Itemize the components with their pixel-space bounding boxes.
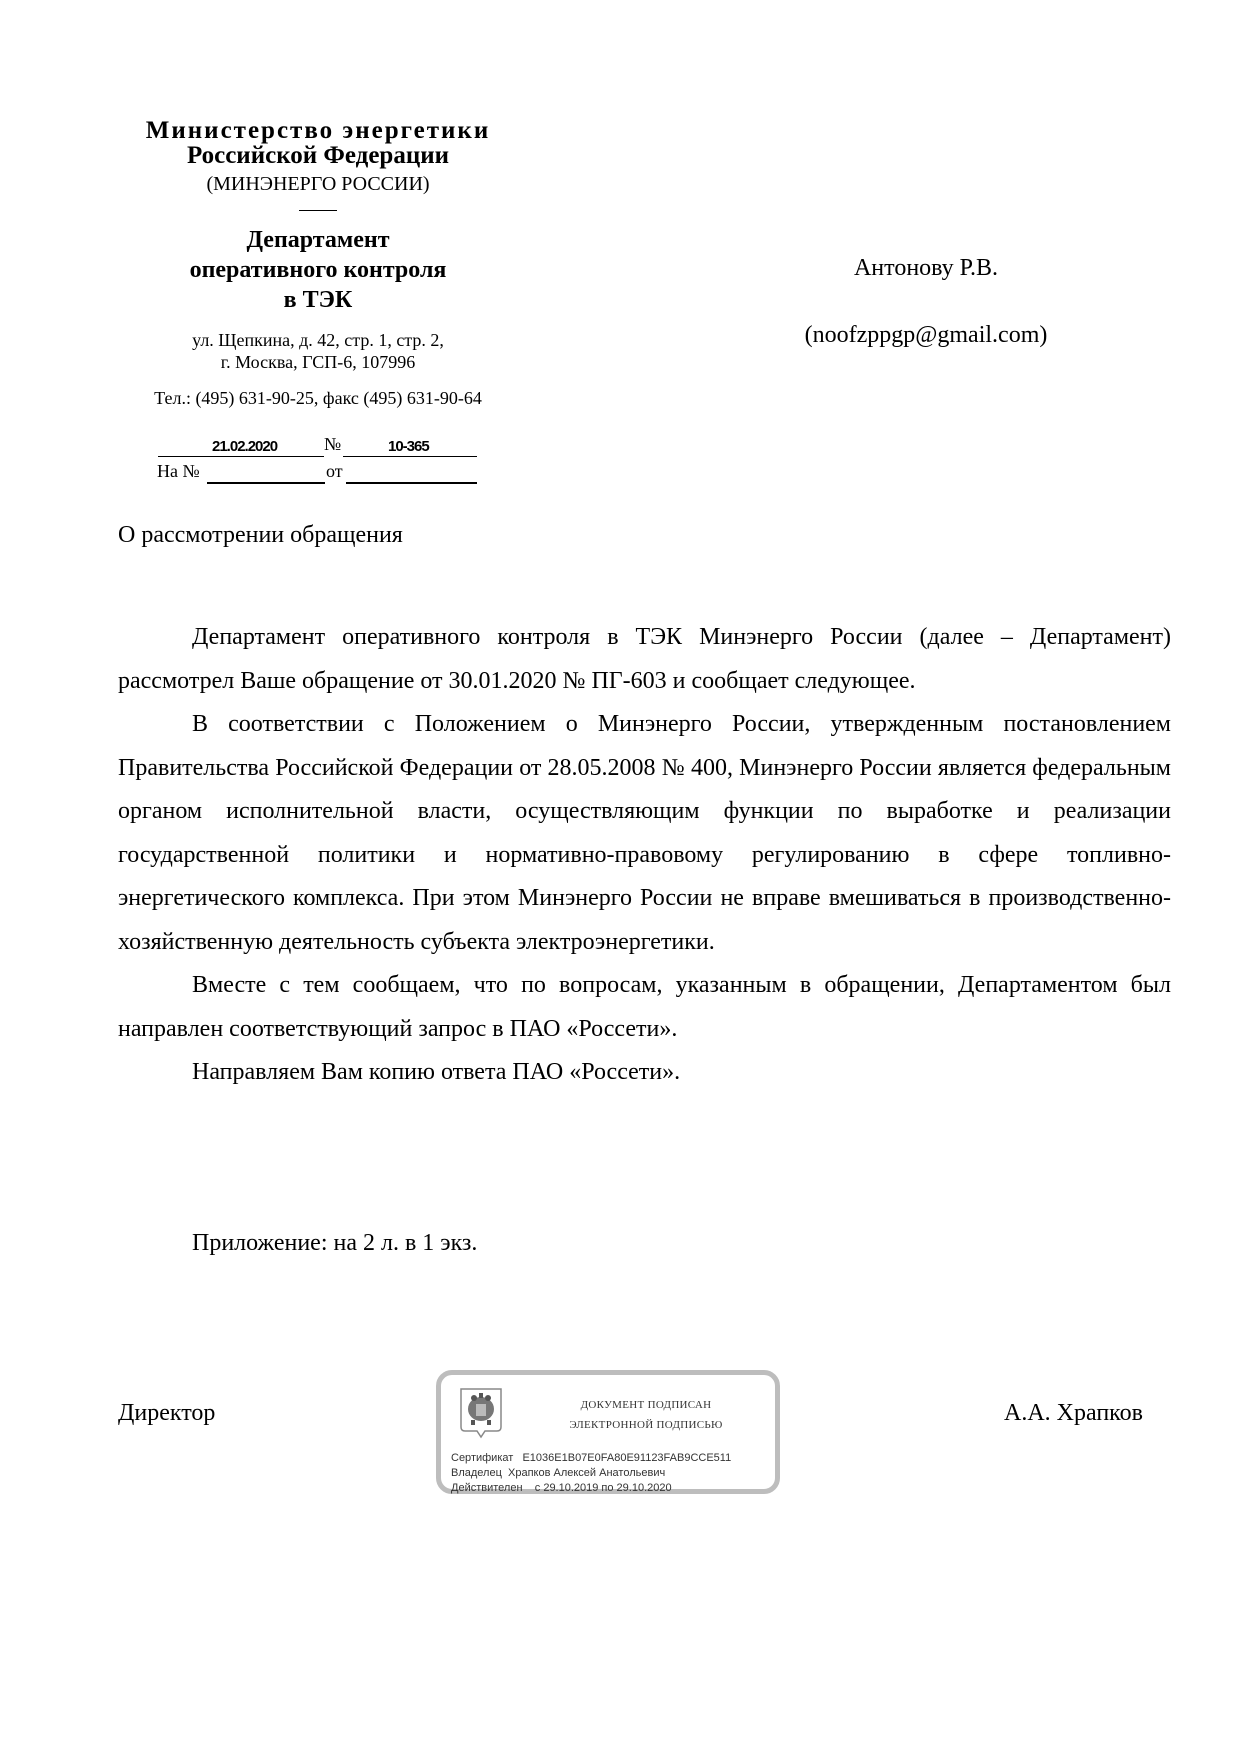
letterhead-divider — [299, 210, 337, 211]
coat-of-arms-icon — [459, 1387, 503, 1439]
from-label: от — [326, 461, 343, 481]
owner-label: Владелец — [451, 1467, 502, 1479]
stamp-heading-line2: ЭЛЕКТРОННОЙ ПОДПИСЬЮ — [569, 1419, 723, 1431]
ministry-name-line1: Министерство энергетики — [145, 117, 491, 144]
department-name-line3: в ТЭК — [283, 287, 353, 313]
number-label: № — [324, 434, 342, 454]
outgoing-number: 10-365 — [388, 438, 429, 455]
recipient-name: Антонову Р.В. — [853, 255, 999, 281]
reply-to-label: На № — [157, 461, 200, 481]
date-underline — [158, 456, 324, 457]
address-line1: ул. Щепкина, д. 42, стр. 1, стр. 2, — [192, 330, 444, 350]
department-name-line1: Департамент — [246, 227, 390, 253]
certificate-label: Сертификат — [451, 1452, 514, 1464]
from-underline — [346, 482, 477, 484]
stamp-details — [451, 1451, 731, 1496]
stamp-heading — [521, 1395, 771, 1435]
phone-fax: Тел.: (495) 631-90-25, факс (495) 631-90-64 — [154, 388, 482, 408]
recipient-email: (noofzppgp@gmail.com) — [804, 322, 1048, 348]
body-paragraph: Департамент оперативного контроля в ТЭК Минэнерго России (далее – Департамент) рассмотрел Ваше обращение от 30.01.2020 № ПГ-603 и сообщает следующее. — [118, 624, 1171, 694]
certificate-value: E1036E1B07E0FA80E91123FAB9CCE511 — [522, 1452, 732, 1464]
letterhead — [118, 118, 518, 409]
signatory-name: А.А. Храпков — [1004, 1400, 1143, 1426]
valid-label: Действителен — [451, 1482, 523, 1494]
valid-value: с 29.10.2019 по 29.10.2020 — [534, 1482, 672, 1494]
department-name-line2: оперативного контроля — [189, 257, 447, 283]
owner-value: Храпков Алексей Анатольевич — [508, 1467, 666, 1479]
reply-to-underline — [207, 482, 325, 484]
outgoing-date: 21.02.2020 — [212, 438, 278, 455]
e-signature-stamp — [436, 1370, 780, 1494]
stamp-heading-line1: ДОКУМЕНТ ПОДПИСАН — [580, 1399, 712, 1411]
signatory-title: Директор — [118, 1400, 216, 1426]
address — [118, 329, 518, 373]
address-line2: г. Москва, ГСП-6, 107996 — [220, 352, 416, 372]
body-paragraph: Вместе с тем сообщаем, что по вопросам, указанным в обращении, Департаментом был направлен соответствующий запрос в ПАО «Россети». — [118, 972, 1171, 1042]
annex-note: Приложение: на 2 л. в 1 экз. — [192, 1230, 478, 1256]
number-underline — [343, 456, 477, 457]
body-paragraph: В соответствии с Положением о Минэнерго России, утвержденным постановлением Правительства Российской Федерации от 28.05.2008 № 400, Минэнерго России является федеральным органом исполнительной власти, осуществляющим функции по выработке и реализации государственной политики и нормативно-правовому регулированию в сфере топливно-энергетического комплекса. При этом Минэнерго России не вправе вмешиваться в производственно-хозяйственную деятельность субъекта электроэнергетики. — [118, 711, 1171, 955]
ministry-abbreviation: (МИНЭНЕРГО РОССИИ) — [206, 173, 430, 195]
letter-body — [118, 616, 1171, 1095]
ministry-name-line2: Российской Федерации — [186, 142, 450, 169]
letter-subject: О рассмотрении обращения — [118, 522, 403, 548]
body-paragraph: Направляем Вам копию ответа ПАО «Россети». — [192, 1059, 681, 1085]
